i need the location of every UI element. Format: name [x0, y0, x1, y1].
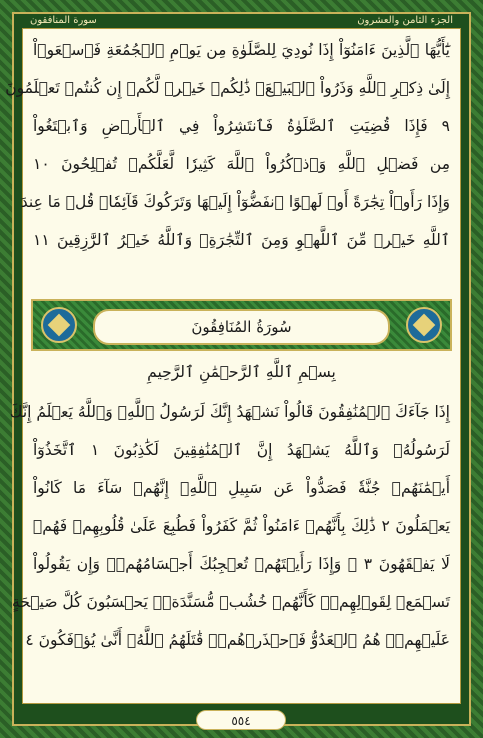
text-line-10: يَعۡمَلُونَ ٢ ذَٰلِكَ بِأَنَّهُمۡ ءَامَنُواْ ثُمَّ كَفَرُواْ فَطُبِعَ عَلَىٰ قُلُوبِهِمۡ فَهُمۡ	[33, 517, 450, 535]
mushaf-page	[5, 28, 461, 704]
basmala: بِسۡمِ ٱللَّهِ ٱلرَّحۡمَٰنِ ٱلرَّحِيمِ	[147, 363, 336, 381]
surah-title: سُورَةُ المُنَافِقُونَ	[93, 309, 390, 345]
text-line-13: عَلَيۡهِمۡۚ هُمُ ٱلۡعَدُوُّ فَٱحۡذَرۡهُمۡۚ قَٰتَلَهُمُ ٱللَّهُۖ أَنَّىٰ يُؤۡفَكُونَ ٤	[25, 631, 450, 649]
text-line-3: ٩ فَإِذَا قُضِيَتِ ٱلصَّلَوٰةُ فَٱنتَشِرُواْ فِي ٱلۡأَرۡضِ وَٱبۡتَغُواْ	[33, 117, 450, 135]
text-line-5: وَإِذَا رَأَوۡاْ تِجَٰرَةً أَوۡ لَهۡوًا ٱنفَضُّوٓاْ إِلَيۡهَا وَتَرَكُوكَ قَآئِمٗاۚ قُلۡ مَا عِندَ	[20, 193, 450, 211]
text-line-12: تَسۡمَعۡ لِقَوۡلِهِمۡۖ كَأَنَّهُمۡ خُشُبٞ مُّسَنَّدَةٞۖ يَحۡسَبُونَ كُلَّ صَيۡحَةٍ	[12, 593, 450, 611]
text-line-11: لَا يَفۡقَهُونَ ٣ ۞ وَإِذَا رَأَيۡتَهُمۡ تُعۡجِبُكَ أَجۡسَامُهُمۡۖ وَإِن يَقُولُواْ	[33, 555, 450, 573]
text-line-6: ٱللَّهِ خَيۡرٞ مِّنَ ٱللَّهۡوِ وَمِنَ ٱلتِّجَٰرَةِۚ وَٱللَّهُ خَيۡرُ ٱلرَّٰزِقِينَ ١١	[33, 231, 450, 249]
page-header	[22, 12, 461, 28]
text-line-8: لَرَسُولُهُۥ وَٱللَّهُ يَشۡهَدُ إِنَّ ٱلۡمُنَٰفِقِينَ لَكَٰذِبُونَ ١ ٱتَّخَذُوٓاْ	[33, 441, 450, 459]
page-number: ٥٥٤	[196, 710, 286, 730]
text-line-4: مِن فَضۡلِ ٱللَّهِ وَٱذۡكُرُواْ ٱللَّهَ كَثِيرٗا لَّعَلَّكُمۡ تُفۡلِحُونَ ١٠	[33, 155, 450, 173]
surah-label: سورة المنافقون	[30, 14, 97, 26]
text-line-9: أَيۡمَٰنَهُمۡ جُنَّةٗ فَصَدُّواْ عَن سَبِيلِ ٱللَّهِۚ إِنَّهُمۡ سَآءَ مَا كَانُواْ	[33, 479, 450, 497]
rosette-ornament-right	[406, 307, 442, 343]
text-line-7: إِذَا جَآءَكَ ٱلۡمُنَٰفِقُونَ قَالُواْ نَشۡهَدُ إِنَّكَ لَرَسُولُ ٱللَّهِۗ وَٱللَّهُ يَعۡلَمُ إِنَّكَ	[9, 403, 450, 421]
text-line-1: يَٰٓأَيُّهَا ٱلَّذِينَ ءَامَنُوٓاْ إِذَا نُودِيَ لِلصَّلَوٰةِ مِن يَوۡمِ ٱلۡجُمُعَةِ فَٱسۡعَوۡاْ	[33, 41, 450, 59]
text-line-2: إِلَىٰ ذِكۡرِ ٱللَّهِ وَذَرُواْ ٱلۡبَيۡعَۚ ذَٰلِكُمۡ خَيۡرٞ لَّكُمۡ إِن كُنتُمۡ تَعۡلَمُونَ	[5, 79, 450, 97]
juz-label: الجزء الثامن والعشرون	[357, 14, 453, 26]
surah-banner	[31, 299, 452, 351]
rosette-ornament-left	[41, 307, 77, 343]
